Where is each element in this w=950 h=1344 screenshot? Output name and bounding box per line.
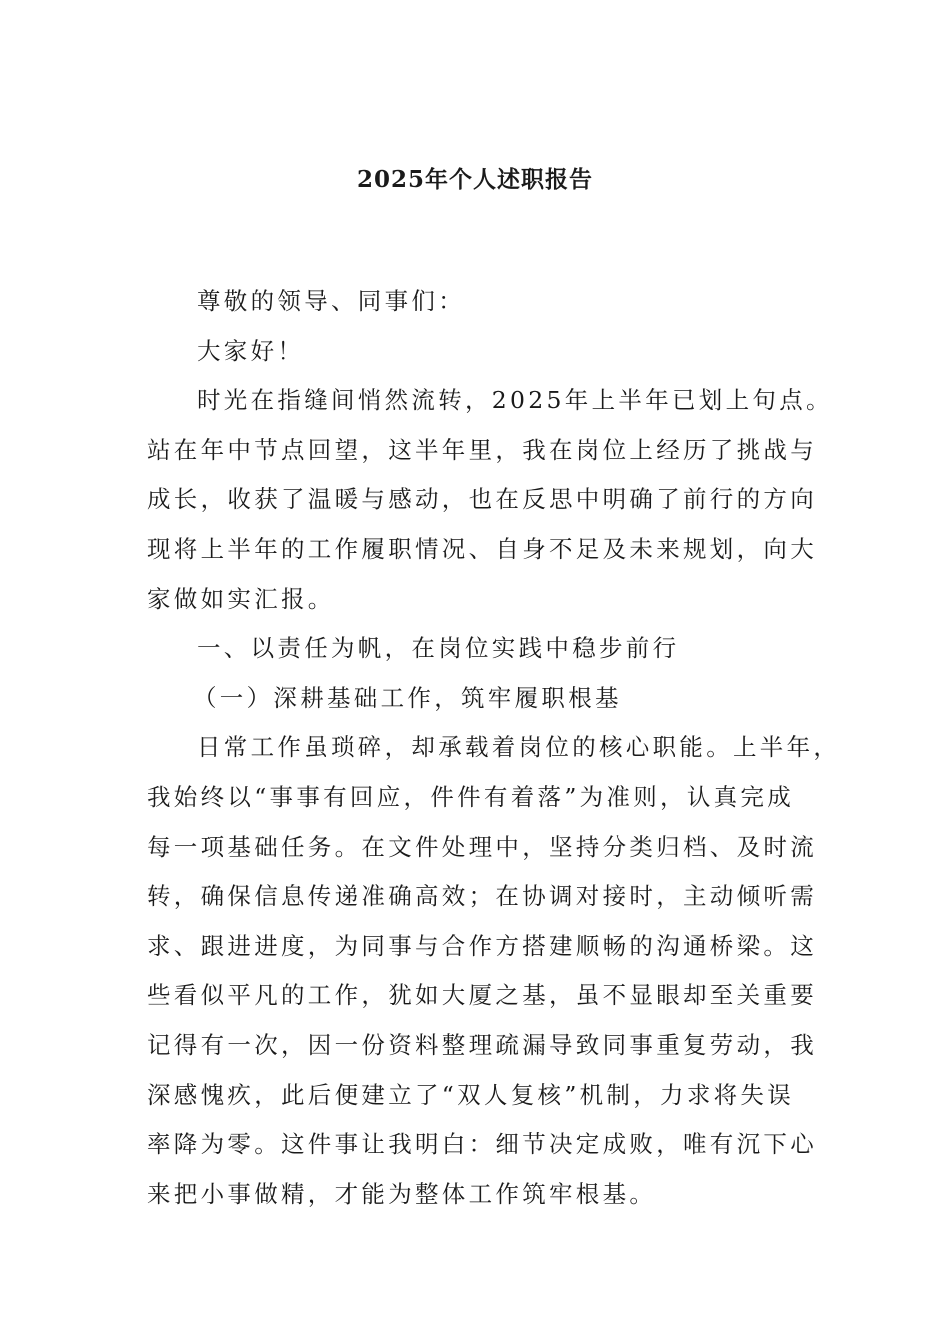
text-line: 记得有一次，因一份资料整理疏漏导致同事重复劳动，我 xyxy=(147,1030,817,1059)
text-line: 家做如实汇报。 xyxy=(147,584,335,613)
text-line: 成长，收获了温暖与感动，也在反思中明确了前行的方向 xyxy=(147,485,817,514)
text-line: 求、跟进进度，为同事与合作方搭建顺畅的沟通桥梁。这 xyxy=(147,931,817,960)
text-line: 日常工作虽琐碎，却承载着岗位的核心职能。上半年， xyxy=(197,733,841,762)
text-line: 每一项基础任务。在文件处理中，坚持分类归档、及时流 xyxy=(147,832,817,861)
text-line: 率降为零。这件事让我明白：细节决定成败，唯有沉下心 xyxy=(147,1130,817,1159)
text-line: 些看似平凡的工作，犹如大厦之基，虽不显眼却至关重要 xyxy=(147,981,817,1010)
text-line: 来把小事做精，才能为整体工作筑牢根基。 xyxy=(147,1179,657,1208)
text-line: 尊敬的领导、同事们： xyxy=(197,287,465,315)
text-line: 转，确保信息传递准确高效；在协调对接时，主动倾听需 xyxy=(147,882,817,911)
document-body xyxy=(147,277,841,1219)
text-line: 站在年中节点回望，这半年里，我在岗位上经历了挑战与 xyxy=(147,435,817,464)
text-line: 现将上半年的工作履职情况、自身不足及未来规划，向大 xyxy=(147,534,817,563)
subsection-heading: （一）深耕基础工作，筑牢履职根基 xyxy=(193,683,622,712)
section-heading: 一、以责任为帆，在岗位实践中稳步前行 xyxy=(197,634,680,663)
document-title: 2025年个人述职报告 xyxy=(356,166,593,193)
text-line: 大家好！ xyxy=(197,336,305,365)
text-line: 我始终以“事事有回应，件件有着落”为准则，认真完成 xyxy=(147,782,795,811)
text-line: 时光在指缝间悄然流转，2025年上半年已划上句点。 xyxy=(197,386,833,415)
text-line: 深感愧疚，此后便建立了“双人复核”机制，力求将失误 xyxy=(147,1080,795,1109)
